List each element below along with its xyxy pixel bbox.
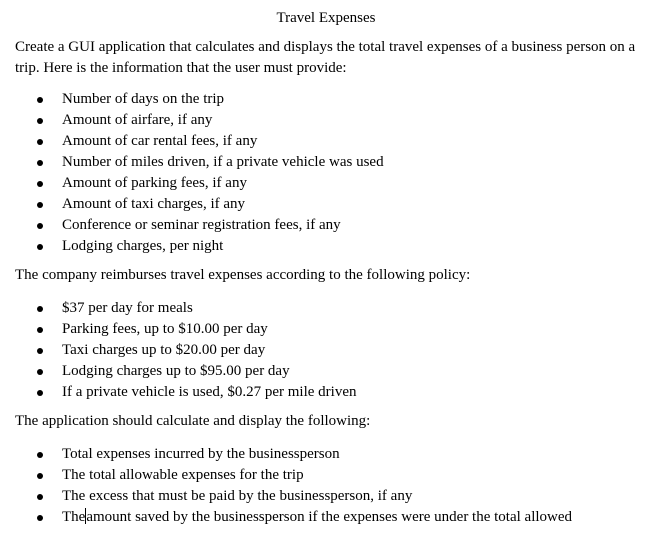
list-item: Taxi charges up to $20.00 per day <box>0 340 660 361</box>
output-paragraph: The application should calculate and display the following: <box>15 413 371 429</box>
policy-paragraph: The company reimburses travel expenses according to the following policy: <box>15 267 471 283</box>
list-item: Lodging charges up to $95.00 per day <box>0 361 660 382</box>
policy-list <box>0 298 660 403</box>
list-item: Amount of airfare, if any <box>0 110 660 131</box>
list-item: Lodging charges, per night <box>0 236 660 257</box>
list-item: The excess that must be paid by the businessperson, if any <box>0 486 660 507</box>
list-item: The total allowable expenses for the trip <box>0 465 660 486</box>
outputs-list <box>0 444 660 528</box>
list-item: Amount of taxi charges, if any <box>0 194 660 215</box>
list-item: Parking fees, up to $10.00 per day <box>0 319 660 340</box>
list-item: Conference or seminar registration fees, if any <box>0 215 660 236</box>
list-item: Number of miles driven, if a private vehicle was used <box>0 152 660 173</box>
intro-paragraph: Create a GUI application that calculates and displays the total travel expenses of a business person on a trip. Here is the information that the user must provide: <box>15 39 636 76</box>
list-item: Total expenses incurred by the businessperson <box>0 444 660 465</box>
list-item: $37 per day for meals <box>0 298 660 319</box>
list-item: Number of days on the trip <box>0 89 660 110</box>
inputs-list <box>0 89 660 257</box>
caret-text-after: amount saved by the businessperson if the expenses were under the total allowed <box>86 509 573 525</box>
list-item: Amount of parking fees, if any <box>0 173 660 194</box>
list-item-with-caret <box>0 507 660 528</box>
caret-text-before: The <box>62 509 86 525</box>
list-item: Amount of car rental fees, if any <box>0 131 660 152</box>
list-item: If a private vehicle is used, $0.27 per mile driven <box>0 382 660 403</box>
document-title: Travel Expenses <box>276 10 376 26</box>
